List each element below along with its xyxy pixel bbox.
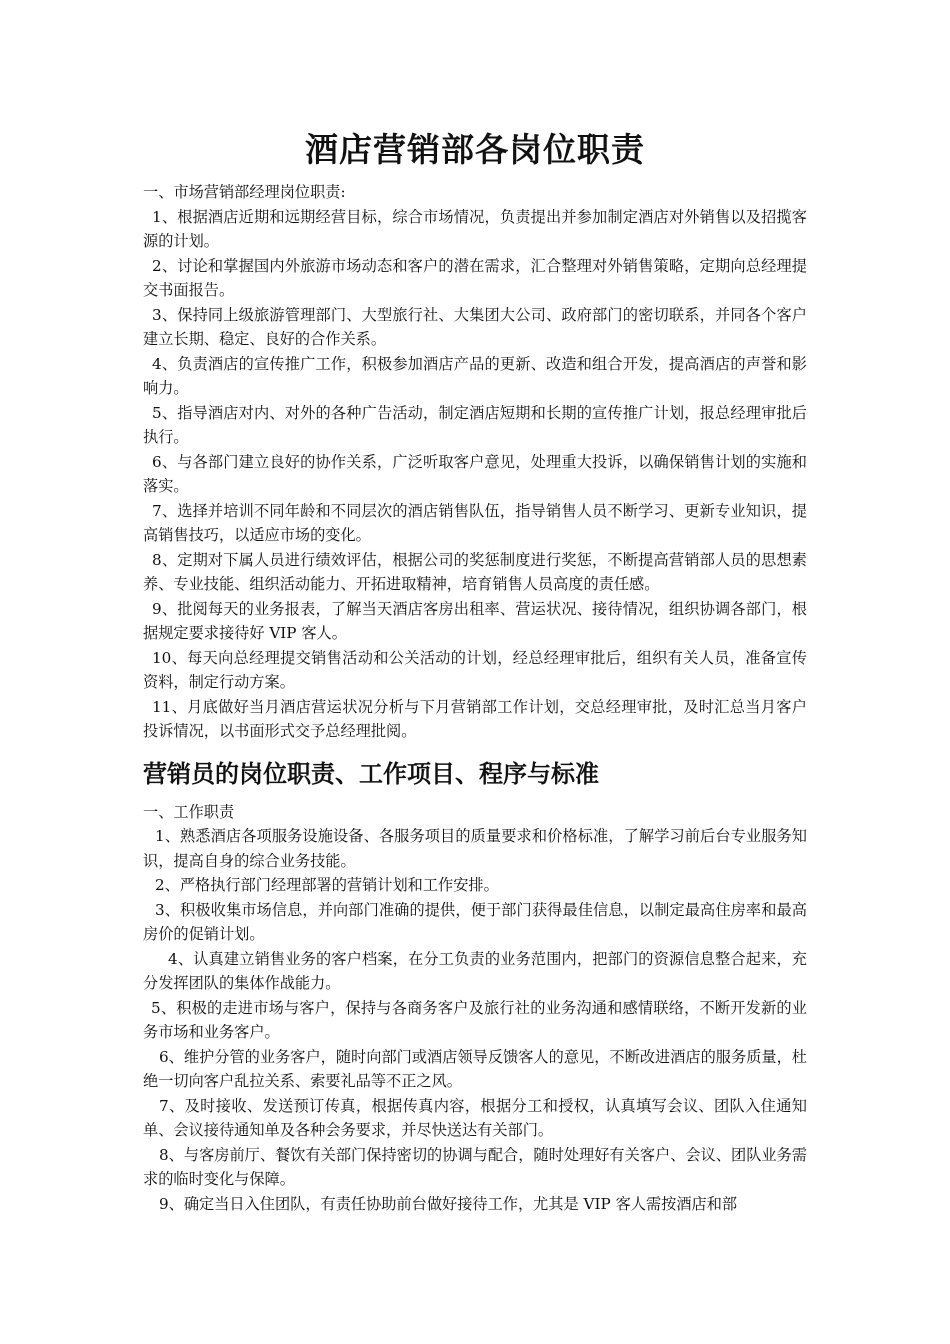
section2-item-5: 5、积极的走进市场与客户，保持与各商务客户及旅行社的业务沟通和感情联络，不断开发新的业务市场和业务客户。: [143, 998, 807, 1041]
section1-item-5: 5、指导酒店对内、对外的各种广告活动，制定酒店短期和长期的宣传推广计划，报总经理审批后执行。: [143, 403, 807, 446]
section1-item-7: 7、选择并培训不同年龄和不同层次的酒店销售队伍，指导销售人员不断学习、更新专业知识，提高销售技巧，以适应市场的变化。: [143, 501, 807, 544]
section1-item-8: 8、定期对下属人员进行绩效评估，根据公司的奖惩制度进行奖惩，不断提高营销部人员的思想素养、专业技能、组织活动能力、开拓进取精神，培育销售人员高度的责任感。: [143, 550, 807, 593]
section1-item-2: 2、讨论和掌握国内外旅游市场动态和客户的潜在需求，汇合整理对外销售策略，定期向总经理提交书面报告。: [143, 256, 807, 299]
section2-title: 营销员的岗位职责、工作项目、程序与标准: [143, 758, 599, 788]
section2-item-3: 3、积极收集市场信息，并向部门准确的提供，便于部门获得最佳信息，以制定最高住房率和最高房价的促销计划。: [143, 900, 807, 943]
section1-item-11: 11、月底做好当月酒店营运状况分析与下月营销部工作计划，交总经理审批，及时汇总当月客户投诉情况，以书面形式交予总经理批阅。: [143, 697, 807, 740]
section2-item-2: 2、严格执行部门经理部署的营销计划和工作安排。: [155, 876, 499, 894]
section2-heading: 一、工作职责: [143, 802, 235, 821]
section1-item-3: 3、保持同上级旅游管理部门、大型旅行社、大集团大公司、政府部门的密切联系，并同各个客户建立长期、稳定、良好的合作关系。: [143, 305, 807, 348]
section2-item-6: 6、维护分管的业务客户，随时向部门或酒店领导反馈客人的意见，不断改进酒店的服务质量，杜绝一切向客户乱拉关系、索要礼品等不正之风。: [143, 1047, 807, 1090]
section1-item-9: 9、批阅每天的业务报表，了解当天酒店客房出租率、营运状况、接待情况，组织协调各部门，根据规定要求接待好 VIP 客人。: [143, 599, 807, 642]
section2-item-7: 7、及时接收、发送预订传真，根据传真内容，根据分工和授权，认真填写会议、团队入住通知单、会议接待通知单及各种会务要求，并尽快送达有关部门。: [143, 1096, 807, 1139]
section2-item-4: 4、认真建立销售业务的客户档案，在分工负责的业务范围内，把部门的资源信息整合起来，充分发挥团队的集体作战能力。: [143, 949, 807, 992]
section2-item-8: 8、与客房前厅、餐饮有关部门保持密切的协调与配合，随时处理好有关客户、会议、团队业务需求的临时变化与保障。: [143, 1145, 807, 1188]
document-title: 酒店营销部各岗位职责: [305, 130, 645, 169]
section1-item-1: 1、根据酒店近期和远期经营目标，综合市场情况，负责提出并参加制定酒店对外销售以及招揽客源的计划。: [143, 207, 807, 250]
section1-item-10: 10、每天向总经理提交销售活动和公关活动的计划，经总经理审批后，组织有关人员，准备宣传资料，制定行动方案。: [143, 648, 807, 691]
section2-item-1: 1、熟悉酒店各项服务设施设备、各服务项目的质量要求和价格标准，了解学习前后台专业服务知识，提高自身的综合业务技能。: [143, 827, 807, 870]
section1-item-4: 4、负责酒店的宣传推广工作，积极参加酒店产品的更新、改造和组合开发，提高酒店的声誉和影响力。: [143, 354, 807, 397]
section2-item-9: 9、确定当日入住团队，有责任协助前台做好接待工作，尤其是 VIP 客人需按酒店和部: [159, 1194, 738, 1213]
section1-item-6: 6、与各部门建立良好的协作关系，广泛听取客户意见，处理重大投诉，以确保销售计划的实施和落实。: [143, 452, 807, 495]
section1-heading: 一、市场营销部经理岗位职责:: [143, 183, 346, 201]
